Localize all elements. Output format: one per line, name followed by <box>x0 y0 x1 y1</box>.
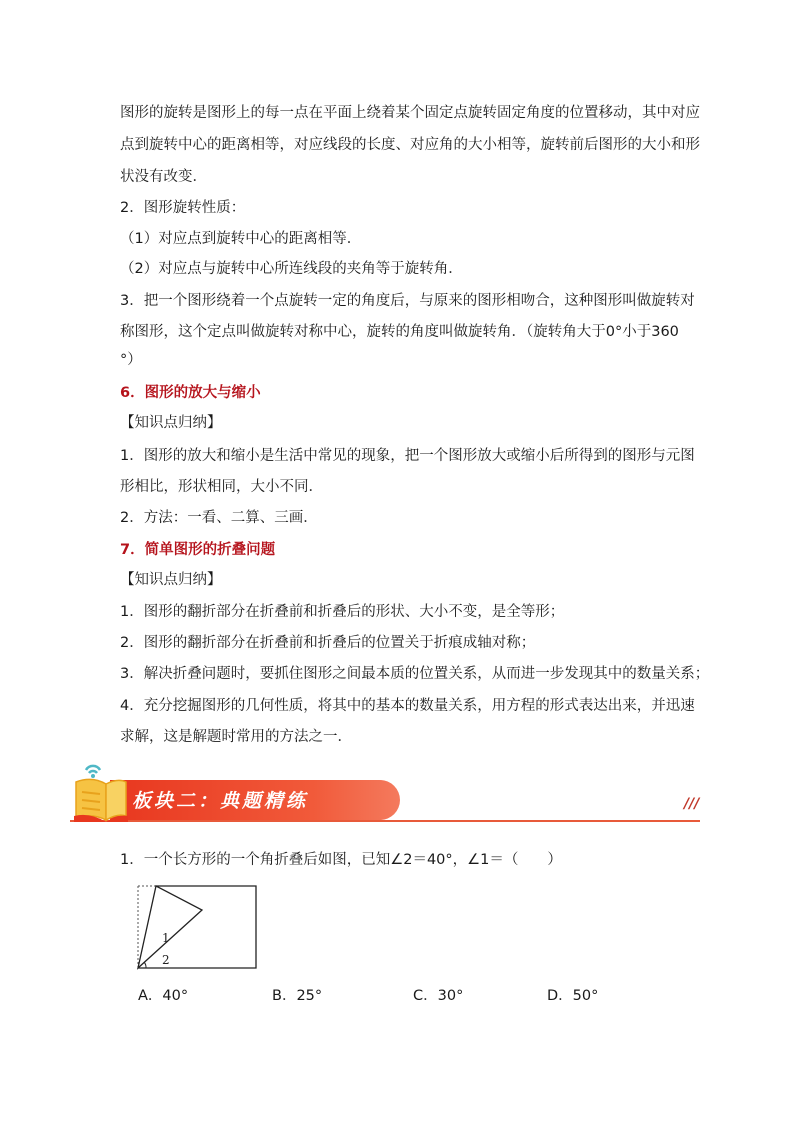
banner-title: 板块二：典题精练 <box>132 790 309 812</box>
paragraph-line: 4．充分挖掘图形的几何性质，将其中的基本的数量关系，用方程的形式表达出来，并迅速 <box>120 698 695 714</box>
paragraph-line: 2．图形的翻折部分在折叠前和折叠后的位置关于折痕成轴对称； <box>120 635 536 651</box>
book-icon <box>70 758 130 824</box>
section-heading: 7．简单图形的折叠问题 <box>120 542 276 558</box>
paragraph-line: 3．解决折叠问题时，要抓住图形之间最本质的位置关系，从而进一步发现其中的数量关系； <box>120 666 710 682</box>
paragraph-line: 求解，这是解题时常用的方法之一． <box>120 729 352 745</box>
option-b[interactable]: B．25° <box>272 988 323 1004</box>
option-c[interactable]: C．30° <box>413 988 464 1004</box>
angle-arc <box>144 962 146 968</box>
folding-figure <box>136 884 260 972</box>
paragraph-line: 形相比，形状相同，大小不同． <box>120 479 323 495</box>
angle-2-label: 2 <box>162 953 170 967</box>
question-stem: 1．一个长方形的一个角折叠后如图，已知∠2＝40°，∠1＝（ ） <box>120 852 562 868</box>
folded-triangle <box>138 886 202 968</box>
paragraph-line: 3．把一个图形绕着一个点旋转一定的角度后，与原来的图形相吻合，这种图形叫做旋转对 <box>120 293 695 309</box>
section-banner <box>70 758 710 824</box>
option-a[interactable]: A．40° <box>138 988 189 1004</box>
summary-label: 【知识点归纳】 <box>120 415 222 431</box>
paragraph-line: 称图形，这个定点叫做旋转对称中心，旋转的角度叫做旋转角．（旋转角大于0°小于360 <box>120 324 679 340</box>
angle-1-label: 1 <box>162 931 170 945</box>
paragraph-line: °） <box>120 352 142 368</box>
summary-label: 【知识点归纳】 <box>120 572 222 588</box>
paragraph-line: 状没有改变． <box>120 169 207 185</box>
paragraph-line: 图形的旋转是图形上的每一点在平面上绕着某个固定点旋转固定角度的位置移动，其中对应 <box>120 105 700 121</box>
section-heading: 6．图形的放大与缩小 <box>120 385 261 401</box>
paragraph-line: （1）对应点到旋转中心的距离相等． <box>120 231 362 247</box>
paragraph-line: 2．图形旋转性质： <box>120 200 246 216</box>
option-d[interactable]: D．50° <box>547 988 599 1004</box>
banner-divider <box>70 820 700 822</box>
banner-slashes: /// <box>684 796 700 812</box>
paragraph-line: 1．图形的放大和缩小是生活中常见的现象，把一个图形放大或缩小后所得到的图形与元图 <box>120 448 695 464</box>
paragraph-line: 点到旋转中心的距离相等，对应线段的长度、对应角的大小相等，旋转前后图形的大小和形 <box>120 137 700 153</box>
paragraph-line: 2．方法：一看、二算、三画． <box>120 510 318 526</box>
rectangle-outline <box>138 886 256 968</box>
paragraph-line: （2）对应点与旋转中心所连线段的夹角等于旋转角． <box>120 261 463 277</box>
paragraph-line: 1．图形的翻折部分在折叠前和折叠后的形状、大小不变，是全等形； <box>120 604 565 620</box>
